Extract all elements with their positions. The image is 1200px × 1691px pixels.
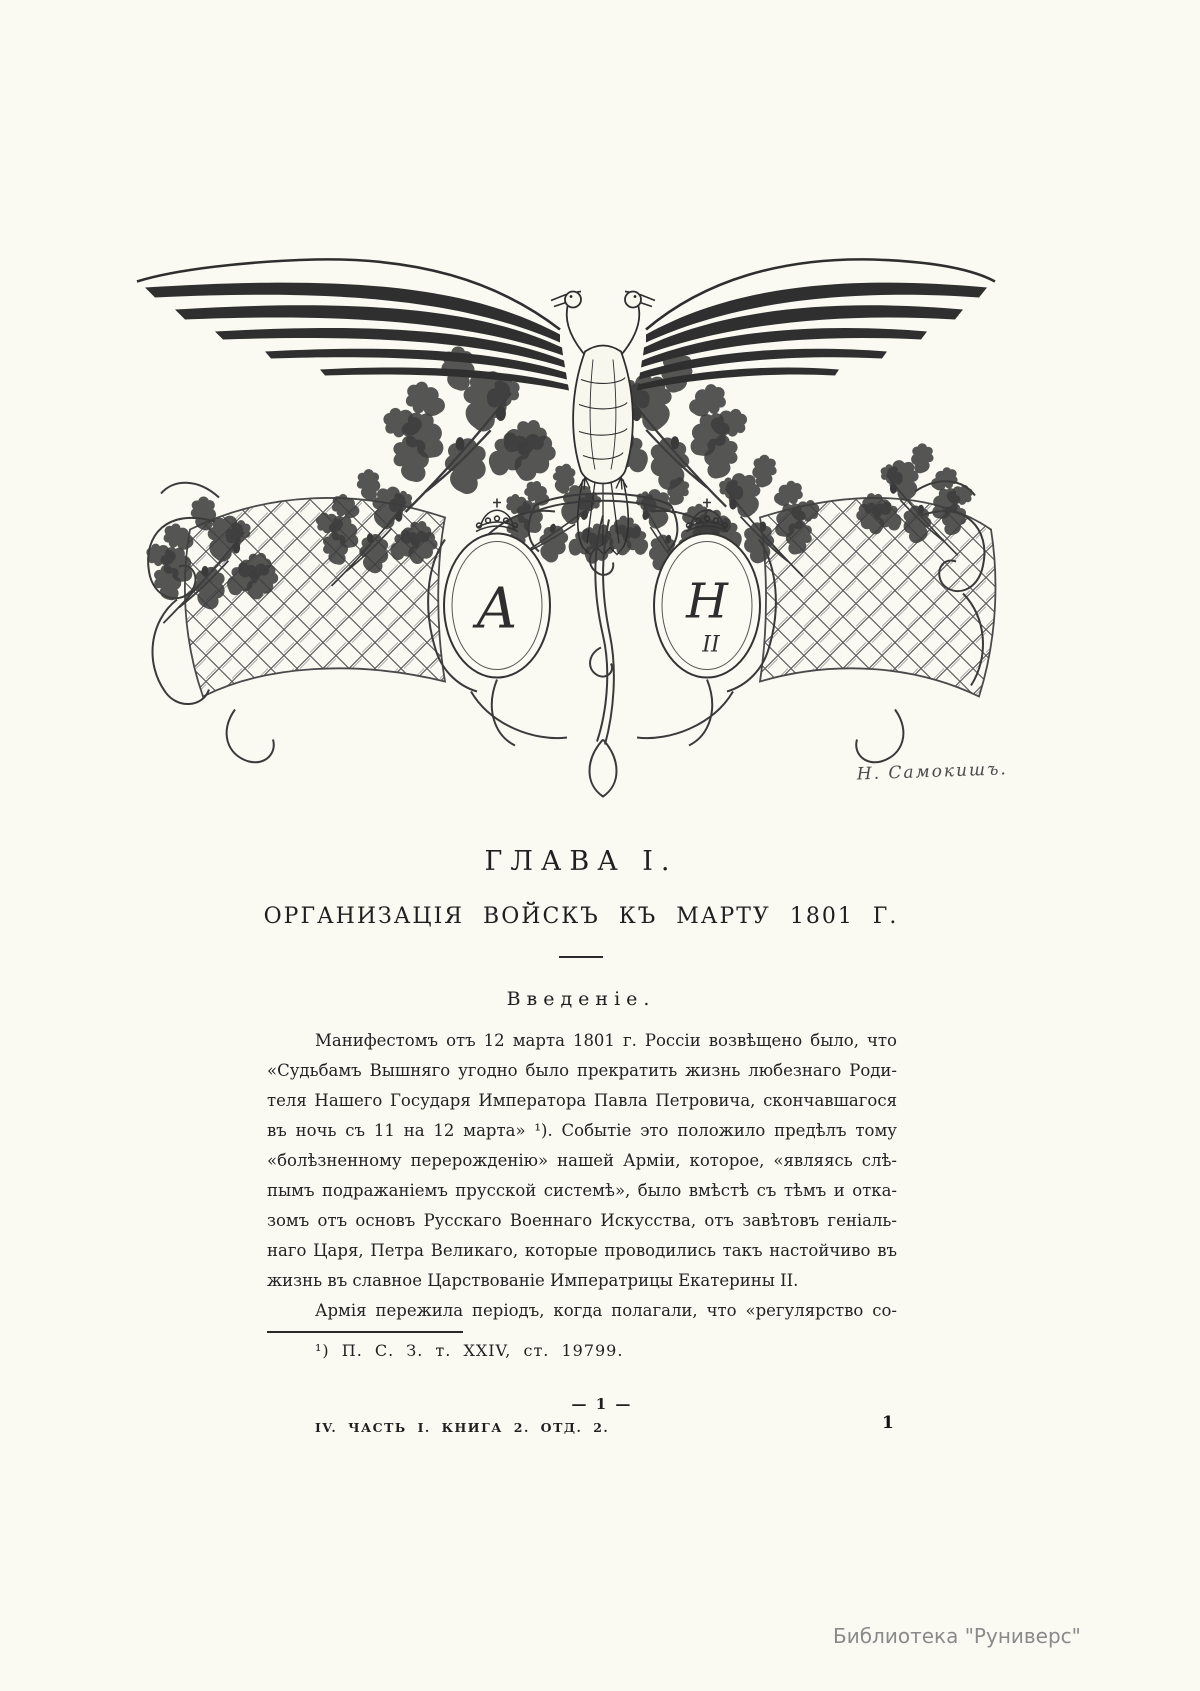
footnote-rule [267,1331,463,1333]
body-line: Армія пережила періодъ, когда полагали, что «регулярство со- [315,1301,897,1320]
monogram-a: А [475,576,519,642]
body-line: въ ночь съ 11 на 12 марта» ¹). Событіе это положило предѣлъ тому [267,1121,897,1140]
chapter-subtitle: ОРГАНИЗАЦІЯ ВОЙСКЪ КЪ МАРТУ 1801 Г. [263,904,899,929]
imperial-eagle-vignette [115,237,1015,802]
body-paragraphs [267,1026,897,1326]
page-number-right: 1 [882,1413,894,1433]
body-line: «болѣзненному перерожденію» нашей Арміи, которое, «являясь слѣ- [267,1151,897,1170]
printers-signature-line: IV. ЧАСТЬ I. КНИГА 2. ОТД. 2. [315,1420,610,1435]
chapter-heading: ГЛАВА I. [484,846,678,877]
body-line: зомъ отъ основъ Русскаго Военнаго Искусства, отъ завѣтовъ геніаль- [267,1211,897,1230]
monogram-medallion-right [654,534,760,678]
body-line: «Судьбамъ Вышняго угодно было прекратить жизнь любезнаго Роди- [267,1061,897,1080]
monogram-numeral: II [702,632,720,658]
double-eagle-engraving-svg [115,237,1015,802]
eagle-wings [137,259,995,390]
body-line: наго Царя, Петра Великаго, которые проводились такъ настойчиво въ [267,1241,897,1260]
body-line: жизнь въ славное Царствованіе Императрицы Екатерины II. [267,1271,799,1290]
artist-signature: Н. Самокишъ. [856,759,1009,785]
section-heading: Введеніе. [506,988,656,1010]
body-line: Манифестомъ отъ 12 марта 1801 г. Россіи возвѣщено было, что [315,1031,897,1050]
heading-divider-rule [559,956,603,958]
library-watermark: Библиотека "Руниверс" [833,1624,1081,1648]
body-line: теля Нашего Государя Императора Павла Петровича, скончавшагося [267,1091,897,1110]
monogram-n: Н [686,573,728,630]
monogram-medallion-left [444,534,550,678]
footnote: ¹) П. С. З. т. XXIV, ст. 19799. [315,1341,624,1360]
body-line: пымъ подражаніемъ прусской системѣ», было вмѣстѣ съ тѣмъ и отка- [267,1181,897,1200]
page-number-center: — 1 — [571,1395,633,1413]
